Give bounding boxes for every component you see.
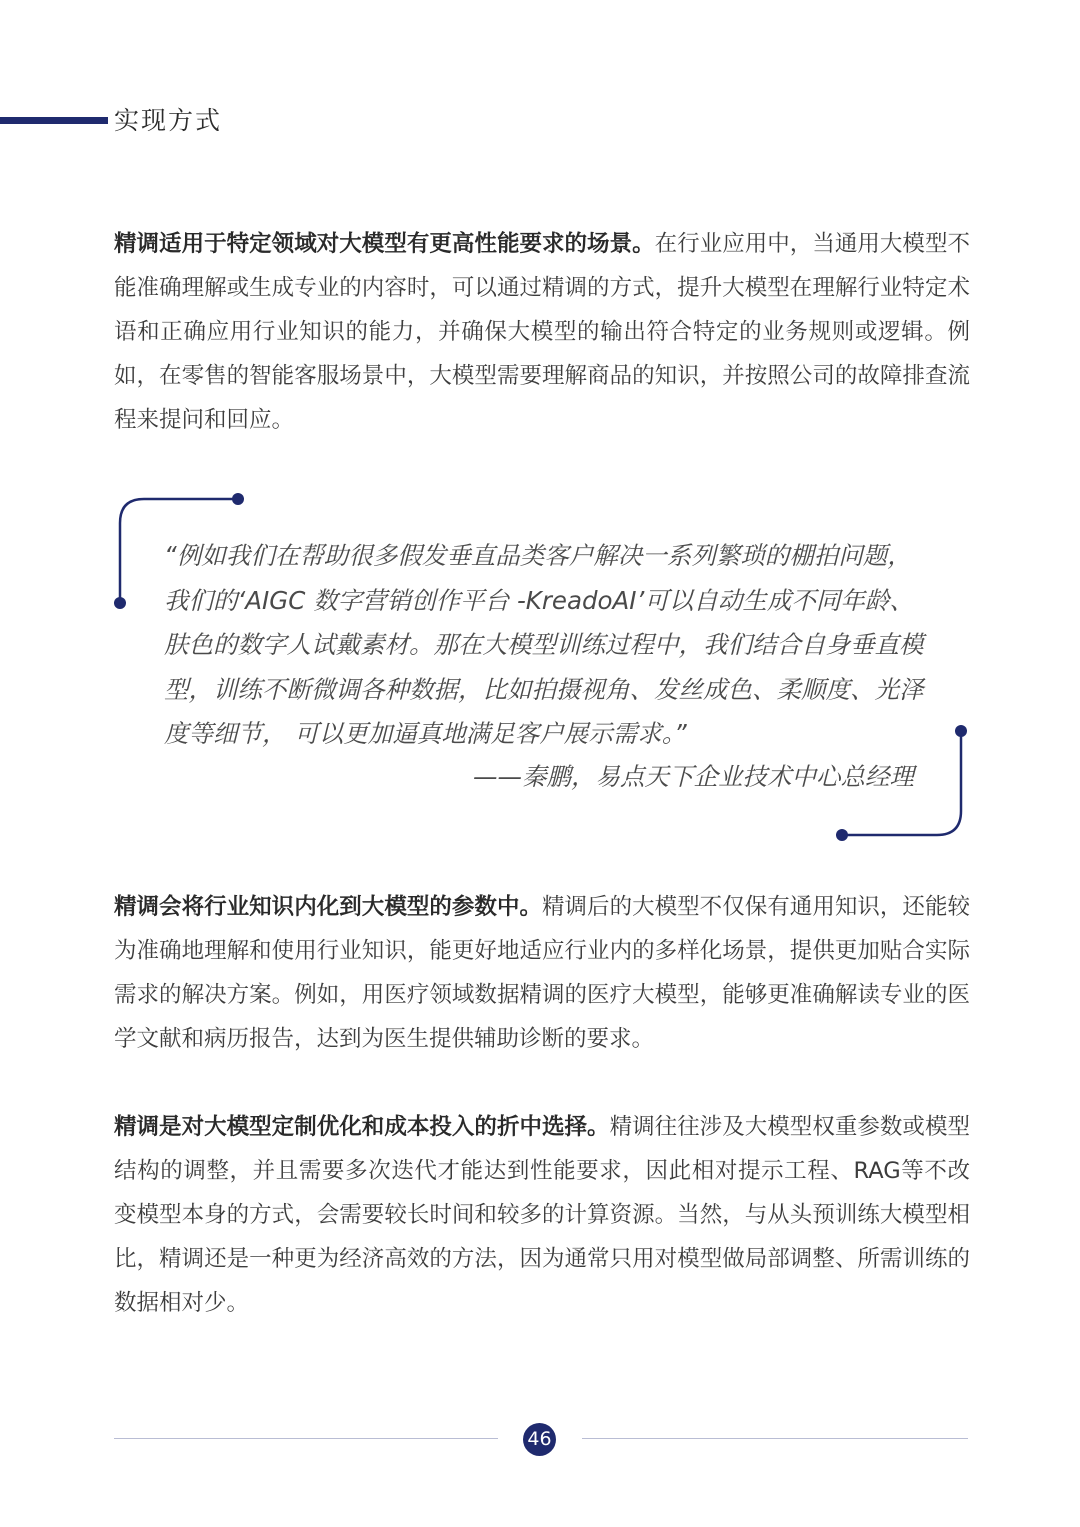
section-accent-bar: [0, 117, 108, 124]
paragraph-1-lead: 精调适用于特定领域对大模型有更高性能要求的场景。: [114, 231, 655, 257]
page-number: 46: [523, 1423, 556, 1456]
paragraph-2-body: 精调后的大模型不仅保有通用知识，还能较为准确地理解和使用行业知识，能更好地适应行业内的多样化场景，提供更加贴合实际需求的解决方案。例如，用医疗领域数据精调的医疗大模型，能够更准确解读专业的医学文献和病历报告，达到为医生提供辅助诊断的要求。: [114, 894, 970, 1052]
quote-dot-bottom: [836, 829, 848, 841]
footer-rule-right: [582, 1438, 968, 1439]
paragraph-1-body: 在行业应用中，当通用大模型不能准确理解或生成专业的内容时，可以通过精调的方式，提升大模型在理解行业特定术语和正确应用行业知识的能力，并确保大模型的输出符合特定的业务规则或逻辑。例如，在零售的智能客服场景中，大模型需要理解商品的知识，并按照公司的故障排查流程来提问和回应。: [114, 231, 970, 433]
paragraph-1: [114, 222, 970, 442]
paragraph-3: [114, 1105, 970, 1325]
quote-text: “例如我们在帮助很多假发垂直品类客户解决一系列繁琐的棚拍问题， 我们的‘AIGC 数字营销创作平台 -KreadoAI’可以自动生成不同年龄、肤色的数字人试戴素材。那在大模型训练过程中，我们结合自身垂直模型，训练不断微调各种数据，比如拍摄视角、发丝成色、柔顺度、光泽度等细节， 可以更加逼真地满足客户展示需求。”: [164, 541, 924, 748]
paragraph-3-body: 精调往往涉及大模型权重参数或模型结构的调整，并且需要多次迭代才能达到性能要求，因此相对提示工程、RAG等不改变模型本身的方式，会需要较长时间和较多的计算资源。当然，与从头预训练大模型相比，精调还是一种更为经济高效的方法，因为通常只用对模型做局部调整、所需训练的数据相对少。: [114, 1114, 970, 1316]
quote-attribution: ——秦鹏，易点天下企业技术中心总经理: [473, 762, 914, 791]
paragraph-2-lead: 精调会将行业知识内化到大模型的参数中。: [114, 894, 542, 920]
paragraph-2: [114, 885, 970, 1061]
quote-dot-right: [955, 725, 967, 737]
quote-dot-left: [114, 597, 126, 609]
footer-rule-left: [114, 1438, 498, 1439]
quote-dot-top: [232, 493, 244, 505]
paragraph-3-lead: 精调是对大模型定制优化和成本投入的折中选择。: [114, 1114, 610, 1140]
section-title: 实现方式: [114, 106, 223, 135]
